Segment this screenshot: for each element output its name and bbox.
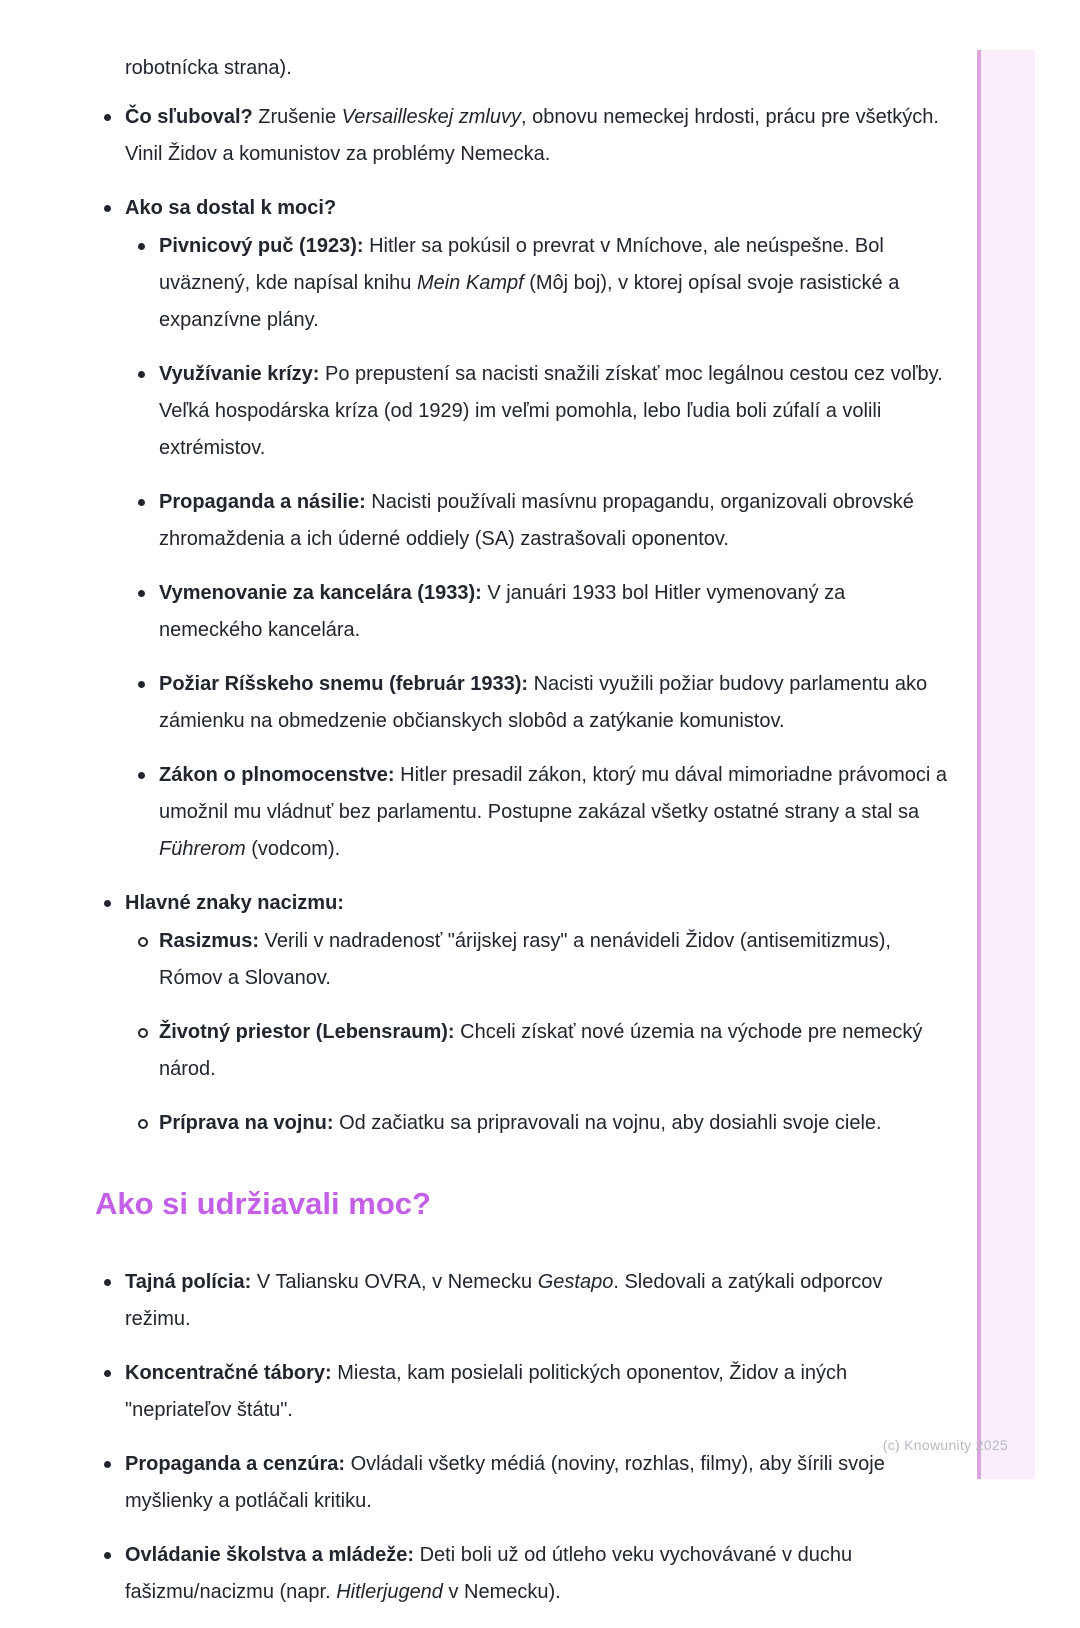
list-item-text: Koncentračné tábory: Miesta, kam posielali politických oponentov, Židov a iných "nepriateľov štátu".: [125, 1362, 848, 1422]
list-item: [138, 757, 950, 868]
list-item-text: Hlavné znaky nacizmu:: [125, 892, 344, 914]
list-item-text: Požiar Ríšskeho snemu (február 1933): Nacisti využili požiar budovy parlamentu ako zámienku na obmedzenie občianskych slobôd a zatýkanie komunistov.: [159, 673, 928, 732]
bullet-icon: [138, 484, 159, 558]
bullet-icon: [138, 575, 159, 649]
list-item-text: Propaganda a cenzúra: Ovládali všetky médiá (noviny, rozhlas, filmy), aby šírili svoje myšlienky a potláčali kritiku.: [125, 1453, 885, 1513]
list-item: [138, 575, 950, 649]
list-item: [138, 666, 950, 740]
bullet-icon: [104, 1264, 125, 1338]
list-item-text: Vymenovanie za kancelára (1933): V januári 1933 bol Hitler vymenovaný za nemeckého kancelára.: [159, 582, 846, 641]
list-item: [138, 1105, 950, 1142]
list-item-text: Tajná polícia: V Taliansku OVRA, v Nemecku Gestapo. Sledovali a zatýkali odporcov režimu.: [125, 1271, 883, 1331]
bullet-icon: [104, 1537, 125, 1611]
list-item: [138, 484, 950, 558]
list-item: [104, 885, 950, 922]
list-item: [138, 1014, 950, 1088]
list-item-text: Propaganda a násilie: Nacisti používali masívnu propagandu, organizovali obrovské zhromaždenia a ich úderné oddiely (SA) zastrašovali oponentov.: [159, 491, 914, 550]
list-item: [104, 1537, 950, 1611]
copyright-watermark: (c) Knowunity 2025: [882, 1437, 1008, 1453]
bullet-icon: [138, 757, 159, 868]
bullet-icon: [104, 190, 125, 227]
bullet-icon: [104, 99, 125, 173]
list-item: [138, 356, 950, 467]
bullet-icon: [138, 666, 159, 740]
circle-bullet-icon: [138, 923, 159, 997]
list-item-text: Ovládanie školstva a mládeže: Deti boli už od útleho veku vychovávané v duchu fašizmu/nacizmu (napr. Hitlerjugend v Nemecku).: [125, 1544, 853, 1604]
list-item-text: Čo sľuboval? Zrušenie Versailleskej zmluvy, obnovu nemeckej hrdosti, prácu pre všetkých. Vinil Židov a komunistov za problémy Nemecka.: [125, 106, 939, 165]
notes-content: [95, 50, 950, 1628]
circle-bullet-icon: [138, 1014, 159, 1088]
notes-list-bottom: [104, 1264, 950, 1611]
list-item-text: Využívanie krízy: Po prepustení sa nacisti snažili získať moc legálnou cestou cez voľby. Veľká hospodárska kríza (od 1929) im veľmi pomohla, lebo ľudia boli zúfalí a volili extrémistov.: [159, 363, 943, 459]
list-item: [104, 1264, 950, 1338]
list-item: [104, 190, 950, 227]
list-item-text: Životný priestor (Lebensraum): Chceli získať nové územia na východe pre nemecký národ.: [159, 1021, 923, 1080]
list-item-text: Zákon o plnomocenstve: Hitler presadil zákon, ktorý mu dával mimoriadne právomoci a umožnil mu vládnuť bez parlamentu. Postupne zakázal všetky ostatné strany a stal sa Führerom (vodcom).: [159, 764, 948, 860]
bullet-icon: [104, 1446, 125, 1520]
list-item: [138, 923, 950, 997]
bullet-icon: [138, 228, 159, 339]
bullet-icon: [104, 1355, 125, 1429]
bullet-icon: [104, 885, 125, 922]
list-item: [104, 99, 950, 173]
bullet-icon: [138, 356, 159, 467]
list-item-text: Príprava na vojnu: Od začiatku sa pripravovali na vojnu, aby dosiahli svoje ciele.: [159, 1112, 882, 1134]
list-item: [104, 1355, 950, 1429]
notes-list-top: [104, 99, 950, 1142]
list-item: [138, 228, 950, 339]
list-item-text: Pivnicový puč (1923): Hitler sa pokúsil o prevrat v Mníchove, ale neúspešne. Bol uväznený, kde napísal knihu Mein Kampf (Môj boj), v ktorej opísal svoje rasistické a expanzívne plány.: [159, 235, 900, 331]
list-item-text: Ako sa dostal k moci?: [125, 197, 337, 219]
list-item-text: Rasizmus: Verili v nadradenosť "árijskej rasy" a nenávideli Židov (antisemitizmus), Rómov a Slovanov.: [159, 930, 891, 989]
list-item: [104, 1446, 950, 1520]
continuation-text: robotnícka strana).: [125, 57, 292, 79]
circle-bullet-icon: [138, 1105, 159, 1142]
section-heading: Ako si udržiavali moc?: [95, 1186, 431, 1221]
page-edge-stripe: [977, 50, 1035, 1479]
